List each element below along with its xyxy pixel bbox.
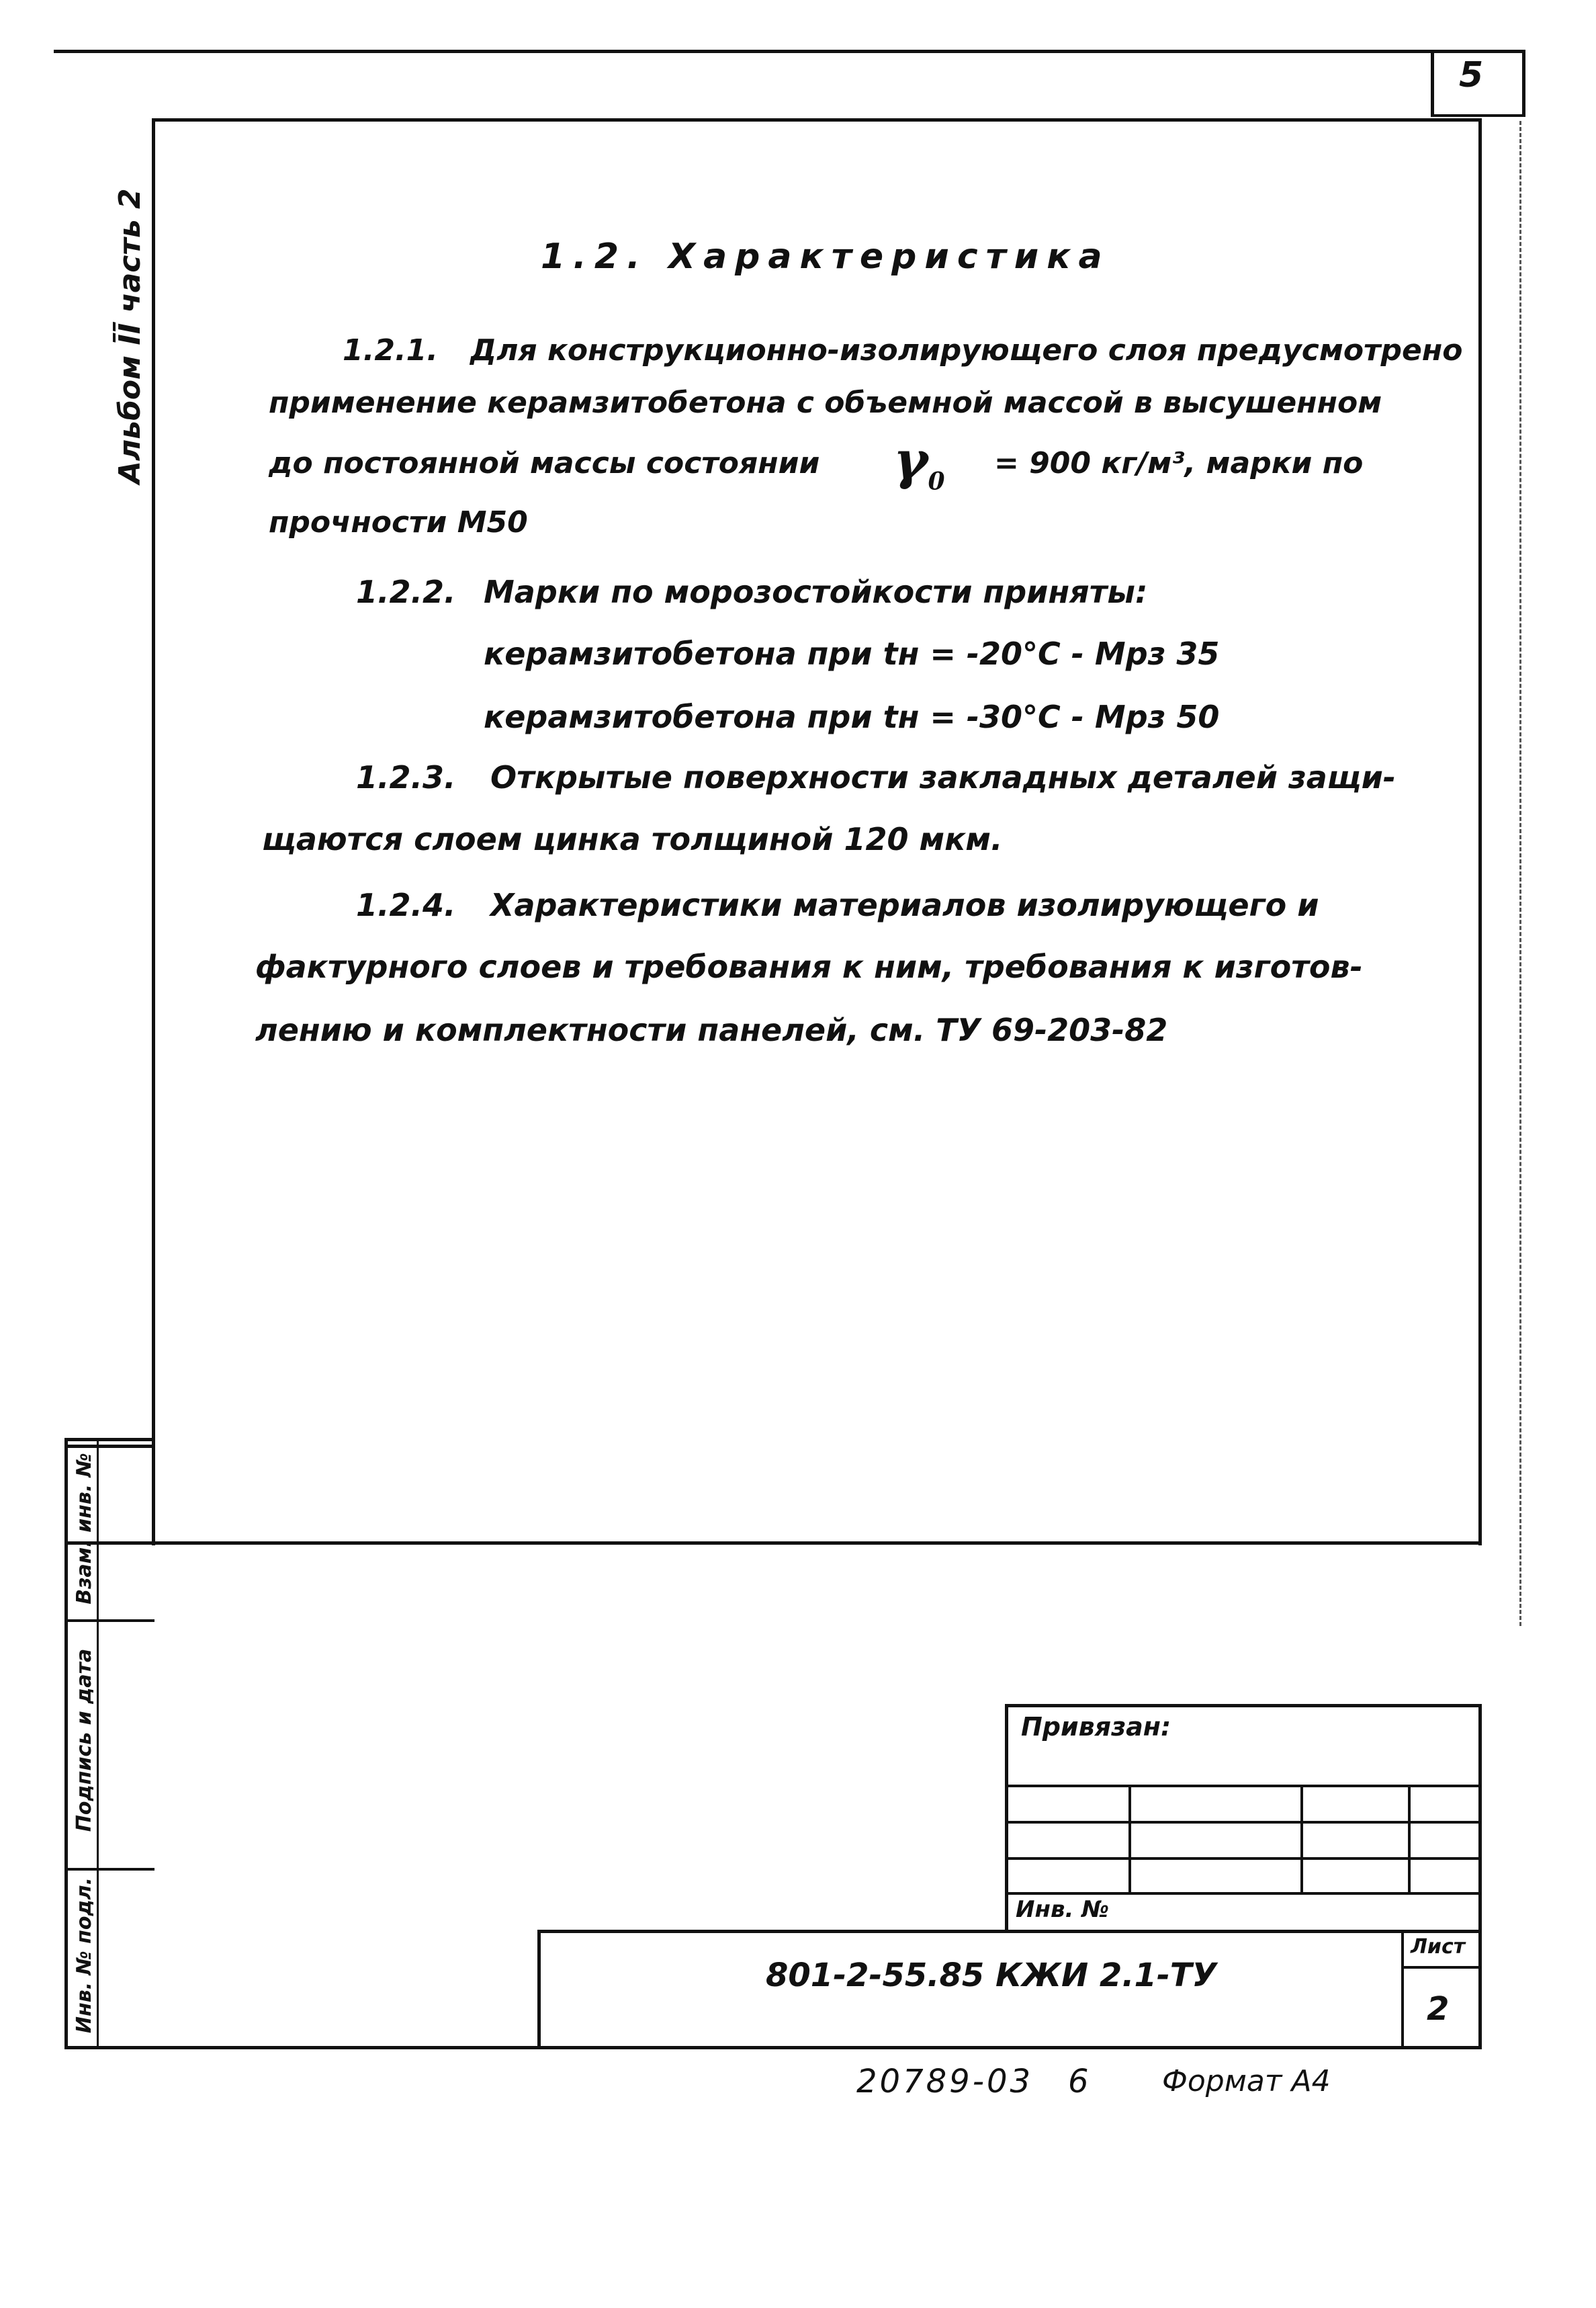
p3-line2: щаются слоем цинка толщиной 120 мкм.	[262, 821, 1003, 857]
inv-label: Инв. №	[1016, 1896, 1110, 1923]
p4-head: 1.2.4.	[356, 887, 456, 923]
p3-head: 1.2.3.	[356, 759, 456, 796]
sheet-value: 2	[1427, 1990, 1450, 2028]
p1-line3a: до постоянной массы состоянии	[269, 446, 820, 480]
section-title: 1.2. Характеристика	[541, 237, 1110, 277]
p4-line1: Характеристики материалов изолирующего и	[490, 887, 1319, 923]
p1-line2: применение керамзитобетона с объемной массой в высушенном	[269, 386, 1382, 420]
format-label: Формат А4	[1162, 2064, 1331, 2098]
gamma-letter: γ	[893, 430, 928, 491]
side-stamp-cell-1: Взам. инв. №	[73, 1453, 96, 1605]
p1-line3b: = 900 кг/м³, марки по	[994, 446, 1364, 480]
page-number: 5	[1459, 55, 1484, 95]
copy-number: 6	[1068, 2063, 1089, 2100]
p1-head: 1.2.1.	[343, 333, 438, 368]
p2-line2: керамзитобетона при tн = -20°С - Мрз 35	[484, 636, 1220, 672]
p1-line4: прочности М50	[269, 505, 528, 540]
document-code: 801-2-55.85 КЖИ 2.1-ТУ	[766, 1957, 1217, 1994]
p4-line2: фактурного слоев и требования к ним, требования к изготов-	[255, 949, 1363, 985]
side-stamp-cell-2: Подпись и дата	[73, 1648, 96, 1832]
p2-line1: Марки по морозостойкости приняты:	[484, 574, 1148, 610]
p2-head: 1.2.2.	[356, 574, 456, 610]
p1-line1: Для конструкционно-изолирующего слоя предусмотрено	[470, 333, 1463, 368]
privyazan-label: Привязан:	[1021, 1712, 1171, 1742]
p4-line3: лению и комплектности панелей, см. ТУ 69-203-82	[255, 1012, 1168, 1048]
p2-line3: керамзитобетона при tн = -30°С - Мрз 50	[484, 699, 1220, 735]
gamma-subscript: 0	[928, 467, 945, 496]
album-label: Альбом ĪĪ часть 2	[113, 188, 147, 484]
gamma-symbol	[893, 430, 945, 496]
side-stamp-cell-3: Инв. № подл.	[73, 1877, 96, 2034]
order-number: 20789-03	[856, 2063, 1034, 2100]
sheet-label: Лист	[1411, 1935, 1466, 1959]
p3-line1: Открытые поверхности закладных деталей защи-	[490, 759, 1396, 796]
